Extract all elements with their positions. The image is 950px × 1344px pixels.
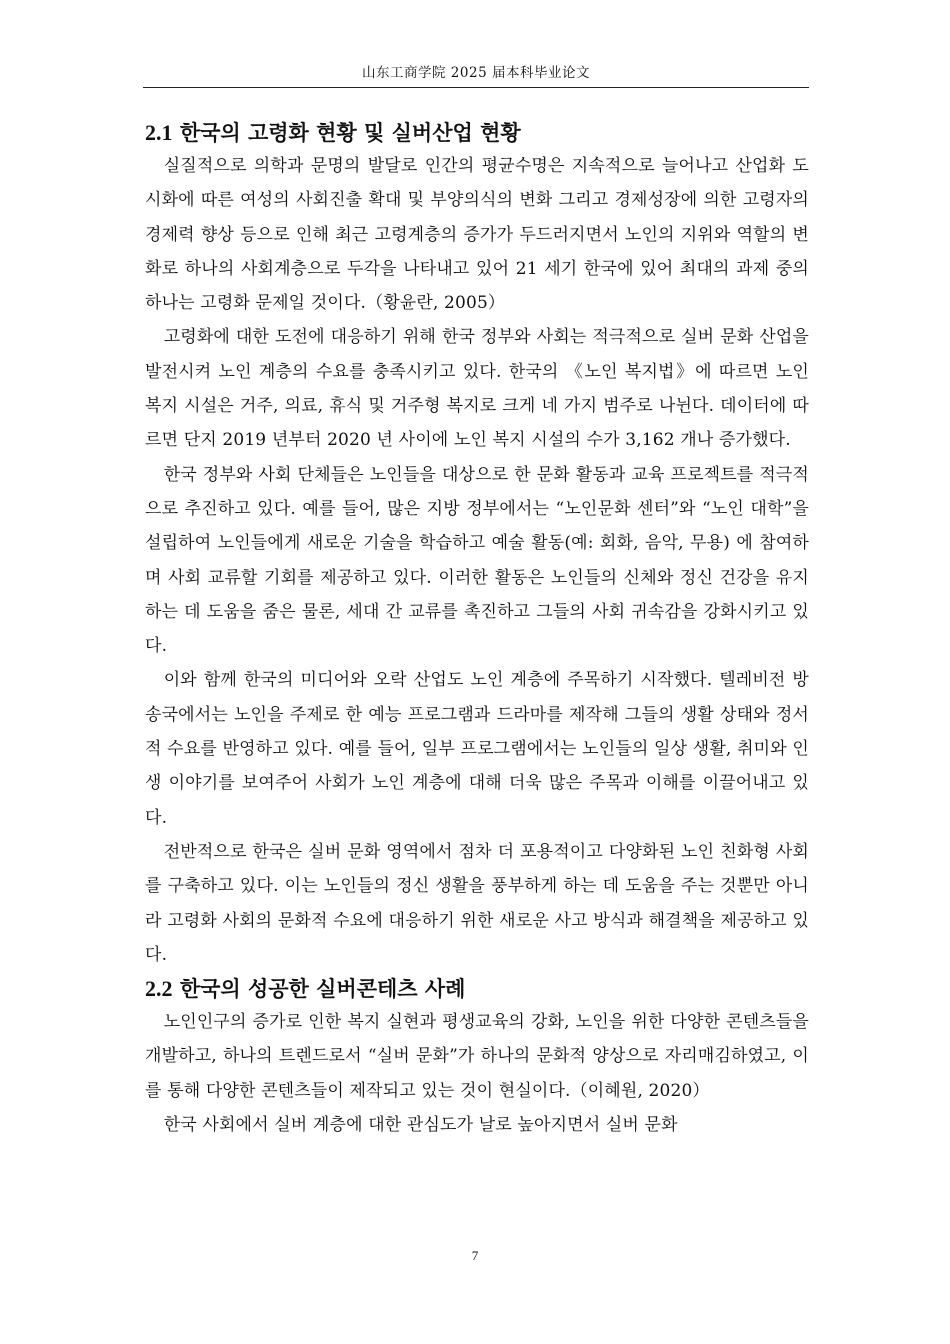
section-heading-2-1 bbox=[145, 116, 809, 149]
section-number: 2.1 bbox=[145, 120, 173, 145]
section-heading-2-2 bbox=[145, 972, 809, 1005]
section-title: 한국의 고령화 현황 및 실버산업 현황 bbox=[179, 121, 521, 145]
paragraph: 고령화에 대한 도전에 대응하기 위해 한국 정부와 사회는 적극적으로 실버 문화 산업을 발전시켜 노인 계층의 수요를 충족시키고 있다. 한국의 《노인 복지법》에 따르면 노인 복지 시설은 거주, 의료, 휴식 및 거주형 복지로 크게 네 가지 범주로 나뉜다. 데이터에 따르면 단지 2019 년부터 2020 년 사이에 노인 복지 시설의 수가 3,162 개나 증가했다. bbox=[145, 327, 809, 451]
paragraph: 실질적으로 의학과 문명의 발달로 인간의 평균수명은 지속적으로 늘어나고 산업화 도시화에 따른 여성의 사회진출 확대 및 부양의식의 변화 그리고 경제성장에 의한 고령자의 경제력 향상 등으로 인해 최근 고령계층의 증가가 두드러지면서 노인의 지위와 역할의 변화로 하나의 사회계층으로 두각을 나타내고 있어 21 세기 한국에 있어 최대의 과제 중의 하나는 고령화 문제일 것이다.（황윤란, 2005） bbox=[145, 156, 809, 314]
paragraph: 전반적으로 한국은 실버 문화 영역에서 점차 더 포용적이고 다양화된 노인 친화형 사회를 구축하고 있다. 이는 노인들의 정신 생활을 풍부하게 하는 데 도움을 주는 것뿐만 아니라 고령화 사회의 문화적 수요에 대응하기 위한 새로운 사고 방식과 해결책을 제공하고 있다. bbox=[145, 841, 809, 965]
header-rule bbox=[143, 87, 809, 88]
paragraph: 한국 정부와 사회 단체들은 노인들을 대상으로 한 문화 활동과 교육 프로젝트를 적극적으로 추진하고 있다. 예를 들어, 많은 지방 정부에서는 “노인문화 센터”와 “노인 대학”을 설립하여 노인들에게 새로운 기술을 학습하고 예술 활동(예: 회화, 음악, 무용) 에 참여하며 사회 교류할 기회를 제공하고 있다. 이러한 활동은 노인들의 신체와 정신 건강을 유지하는 데 도움을 줌은 물론, 세대 간 교류를 촉진하고 그들의 사회 귀속감을 강화시키고 있다. bbox=[145, 464, 809, 657]
paragraph: 한국 사회에서 실버 계층에 대한 관심도가 날로 높아지면서 실버 문화 bbox=[163, 1115, 678, 1136]
paragraph: 노인인구의 증가로 인한 복지 실현과 평생교육의 강화, 노인을 위한 다양한 콘텐츠들을 개발하고, 하나의 트렌드로서 “실버 문화”가 하나의 문화적 양상으로 자리매김하였고, 이를 통해 다양한 콘텐츠들이 제작되고 있는 것이 현실이다.（이혜원, 2020） bbox=[145, 1012, 809, 1101]
paragraph: 이와 함께 한국의 미디어와 오락 산업도 노인 계층에 주목하기 시작했다. 텔레비전 방송국에서는 노인을 주제로 한 예능 프로그램과 드라마를 제작해 그들의 생활 상태와 정서적 수요를 반영하고 있다. 예를 들어, 일부 프로그램에서는 노인들의 일상 생활, 취미와 인생 이야기를 보여주어 사회가 노인 계층에 대해 더욱 많은 주목과 이해를 이끌어내고 있다. bbox=[145, 670, 809, 828]
body-content bbox=[145, 116, 809, 1142]
section-number: 2.2 bbox=[145, 976, 173, 1002]
page-number: 7 bbox=[471, 1248, 479, 1263]
section-title: 한국의 성공한 실버콘테츠 사례 bbox=[179, 977, 466, 1002]
running-header: 山东工商学院 2025 届本科毕业论文 bbox=[362, 65, 590, 81]
